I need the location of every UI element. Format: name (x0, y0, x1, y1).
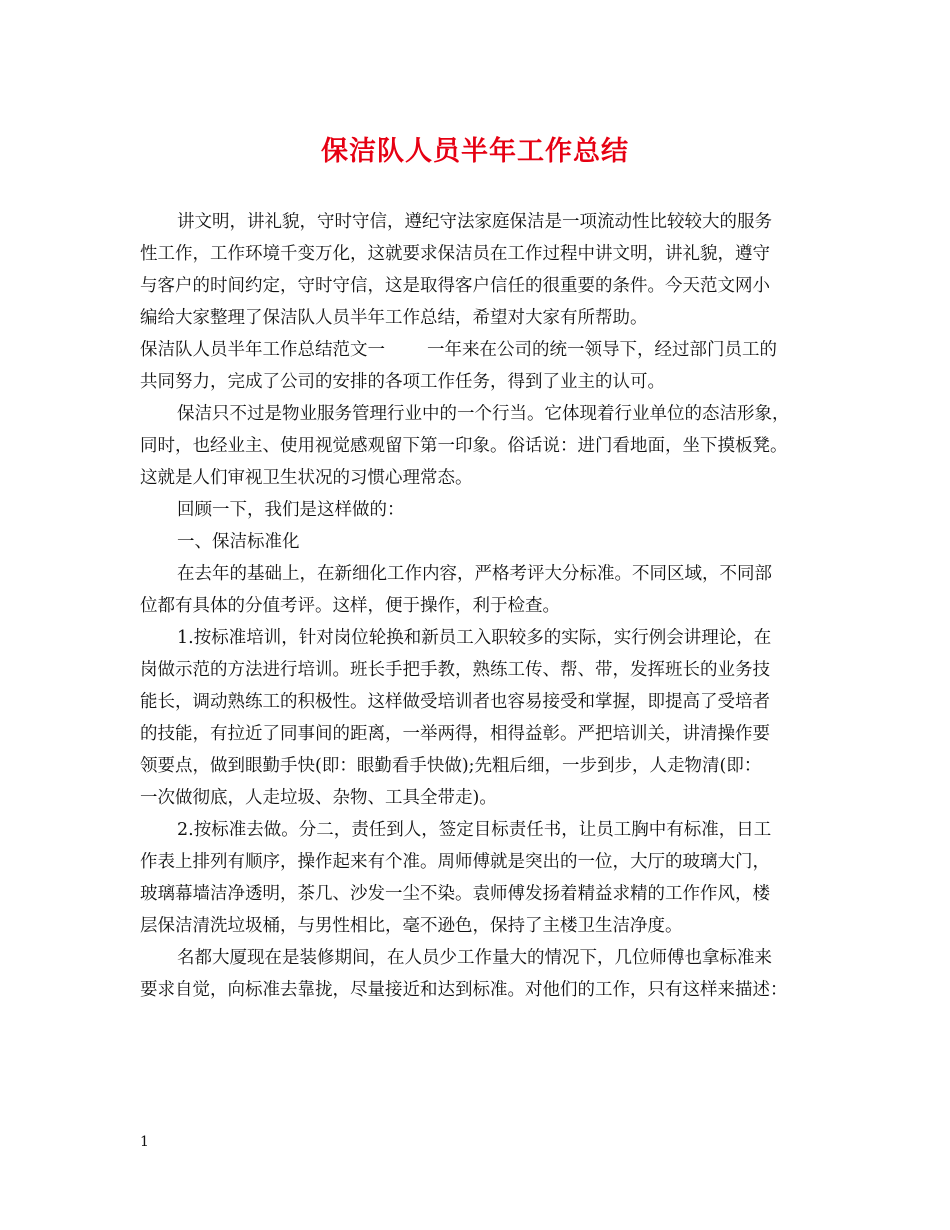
paragraph-line: 1.按标准培训，针对岗位轮换和新员工入职较多的实际，实行例会讲理论，在 (177, 628, 772, 648)
document-title: 保洁队人员半年工作总结 (321, 136, 629, 167)
paragraph-line: 位都有具体的分值考评。这样，便于操作，利于检查。 (140, 596, 560, 616)
page-number: 1 (140, 1134, 149, 1150)
paragraph-line: 与客户的时间约定，守时守信，这是取得客户信任的很重要的条件。今天范文网小 (140, 276, 770, 296)
paragraph-text: 一年来在公司的统一领导下，经过部门员工的 (427, 340, 777, 360)
paragraph-line: 岗做示范的方法进行培训。班长手把手教，熟练工传、帮、带，发挥班长的业务技 (140, 660, 770, 680)
paragraph-line: 回顾一下，我们是这样做的： (177, 500, 405, 520)
paragraph-line (140, 334, 830, 366)
paragraph-line: 玻璃幕墙洁净透明，茶几、沙发一尘不染。袁师傅发扬着精益求精的工作作风，楼 (140, 884, 770, 904)
paragraph-line: 讲文明，讲礼貌，守时守信，遵纪守法家庭保洁是一项流动性比较较大的服务 (177, 212, 772, 232)
paragraph-line: 能长，调动熟练工的积极性。这样做受培训者也容易接受和掌握，即提高了受培者 (140, 692, 770, 712)
paragraph-line: 的技能，有拉近了同事间的距离，一举两得，相得益彰。严把培训关，讲清操作要 (140, 724, 770, 744)
paragraph-line: 作表上排列有顺序，操作起来有个准。周师傅就是突出的一位，大厅的玻璃大门， (140, 852, 770, 872)
paragraph-line: 这就是人们审视卫生状况的习惯心理常态。 (140, 468, 473, 488)
document-body (140, 206, 830, 1006)
paragraph-line: 编给大家整理了保洁队人员半年工作总结，希望对大家有所帮助。 (140, 308, 648, 328)
paragraph-line: 性工作，工作环境千变万化，这就要求保洁员在工作过程中讲文明，讲礼貌，遵守 (140, 244, 770, 264)
paragraph-line: 要求自觉，向标准去靠拢，尽量接近和达到标准。对他们的工作，只有这样来描述： (140, 980, 788, 1000)
section-heading: 保洁队人员半年工作总结范文一 (140, 340, 385, 360)
paragraph-line: 在去年的基础上，在新细化工作内容，严格考评大分标准。不同区域，不同部 (177, 564, 772, 584)
paragraph-line: 保洁只不过是物业服务管理行业中的一个行当。它体现着行业单位的态洁形象， (177, 404, 790, 424)
paragraph-line: 共同努力，完成了公司的安排的各项工作任务，得到了业主的认可。 (140, 372, 665, 392)
paragraph-line: 同时，也经业主、使用视觉感观留下第一印象。俗话说：进门看地面，坐下摸板凳。 (140, 436, 788, 456)
paragraph-line: 名都大厦现在是装修期间，在人员少工作量大的情况下，几位师傅也拿标准来 (177, 948, 772, 968)
paragraph-line: 一次做彻底，人走垃圾、杂物、工具全带走)。 (140, 788, 497, 808)
section-heading: 一、保洁标准化 (177, 532, 300, 552)
paragraph-line: 2.按标准去做。分二，责任到人，签定目标责任书，让员工胸中有标准，日工 (177, 820, 772, 840)
paragraph-line: 层保洁清洗垃圾桶，与男性相比，毫不逊色，保持了主楼卫生洁净度。 (140, 916, 683, 936)
paragraph-line: 领要点，做到眼勤手快(即：眼勤看手快做);先粗后细，一步到步，人走物清(即： (140, 756, 762, 776)
